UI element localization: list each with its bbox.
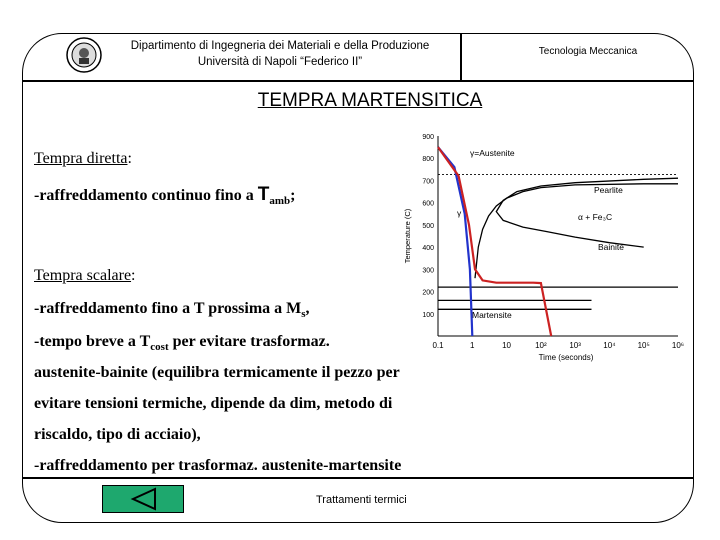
x-axis-label: Time (seconds) [538,353,594,362]
x-tick-label: 10 [502,341,512,350]
header-divider [22,80,694,82]
footer-label: Trattamenti termici [316,494,407,506]
scalare-line-3: austenite-bainite (equilibra termicamente il pezzo per [34,364,400,381]
x-tick-label: 1 [470,341,475,350]
scalare-line-2-sub: cost [150,341,169,353]
slide-title: TEMPRA MARTENSITICA [257,90,483,111]
diretta-text: -raffreddamento continuo fino a [34,187,258,204]
y-tick-label: 700 [422,178,434,186]
scalare-line-4: evitare tensioni termiche, dipende da dim, metodo di [34,395,393,412]
scalare-line-1 [34,300,310,320]
diretta-T: T [257,184,270,205]
university-seal-icon [66,37,102,73]
region-label: α + Fe₃C [578,212,613,222]
x-tick-label: 0.1 [432,341,444,350]
diretta-end: ; [290,187,296,204]
chart-series-line [475,184,678,278]
chart-series-line [438,147,472,336]
course-name: Tecnologia Meccanica [538,46,638,57]
x-tick-label: 10⁴ [603,341,616,350]
x-tick-label: 10⁵ [637,341,650,350]
scalare-heading: Tempra scalare [34,267,132,284]
region-label: γ [457,208,462,218]
chart-series-line [438,147,551,336]
tempra-chart [398,128,698,368]
header-separator [460,33,462,81]
footer-divider [22,477,694,479]
region-label: Martensite [472,310,512,320]
x-tick-label: 10² [535,341,547,350]
scalare-line-2-text: -tempo breve a T [34,333,151,350]
region-label: γ=Austenite [470,148,515,158]
region-label: Bainite [598,242,624,252]
y-tick-label: 900 [422,134,434,141]
back-button[interactable] [102,485,184,513]
x-tick-label: 10³ [569,341,581,350]
institution-name [110,38,450,70]
diretta-sub: amb [269,195,291,207]
region-label: Pearlite [594,185,623,195]
y-tick-label: 600 [422,200,434,208]
scalare-line-5: riscaldo, tipo di acciaio), [34,426,201,443]
y-axis-label: Temperature (C) [403,208,412,264]
y-tick-label: 500 [422,222,434,230]
y-tick-label: 200 [422,289,434,297]
y-tick-label: 100 [422,311,434,319]
scalare-line-1-sub: s [301,308,306,320]
scalare-line-1-text: -raffreddamento fino a T prossima a M [34,300,302,317]
scalare-heading-row: Tempra scalare: [34,267,136,284]
scalare-line-6: -raffreddamento per trasformaz. austenite-martensite [34,457,402,474]
diretta-heading: Tempra diretta [34,150,128,167]
institution-line-1: Dipartimento di Ingegneria dei Materiali e della Produzione [130,40,430,52]
scalare-line-2 [34,333,330,353]
scalare-line-2-end: per evitare trasformaz. [168,333,330,350]
x-tick-label: 10⁶ [671,341,685,350]
scalare-line-1-end: , [305,300,310,317]
triangle-left-icon [103,486,183,512]
institution-line-2: Università di Napoli “Federico II” [197,56,363,68]
diretta-line [34,184,295,207]
y-tick-label: 400 [422,245,434,253]
diretta-heading-row: Tempra diretta: [34,150,132,167]
y-tick-label: 800 [422,156,434,164]
y-tick-label: 300 [422,267,434,275]
